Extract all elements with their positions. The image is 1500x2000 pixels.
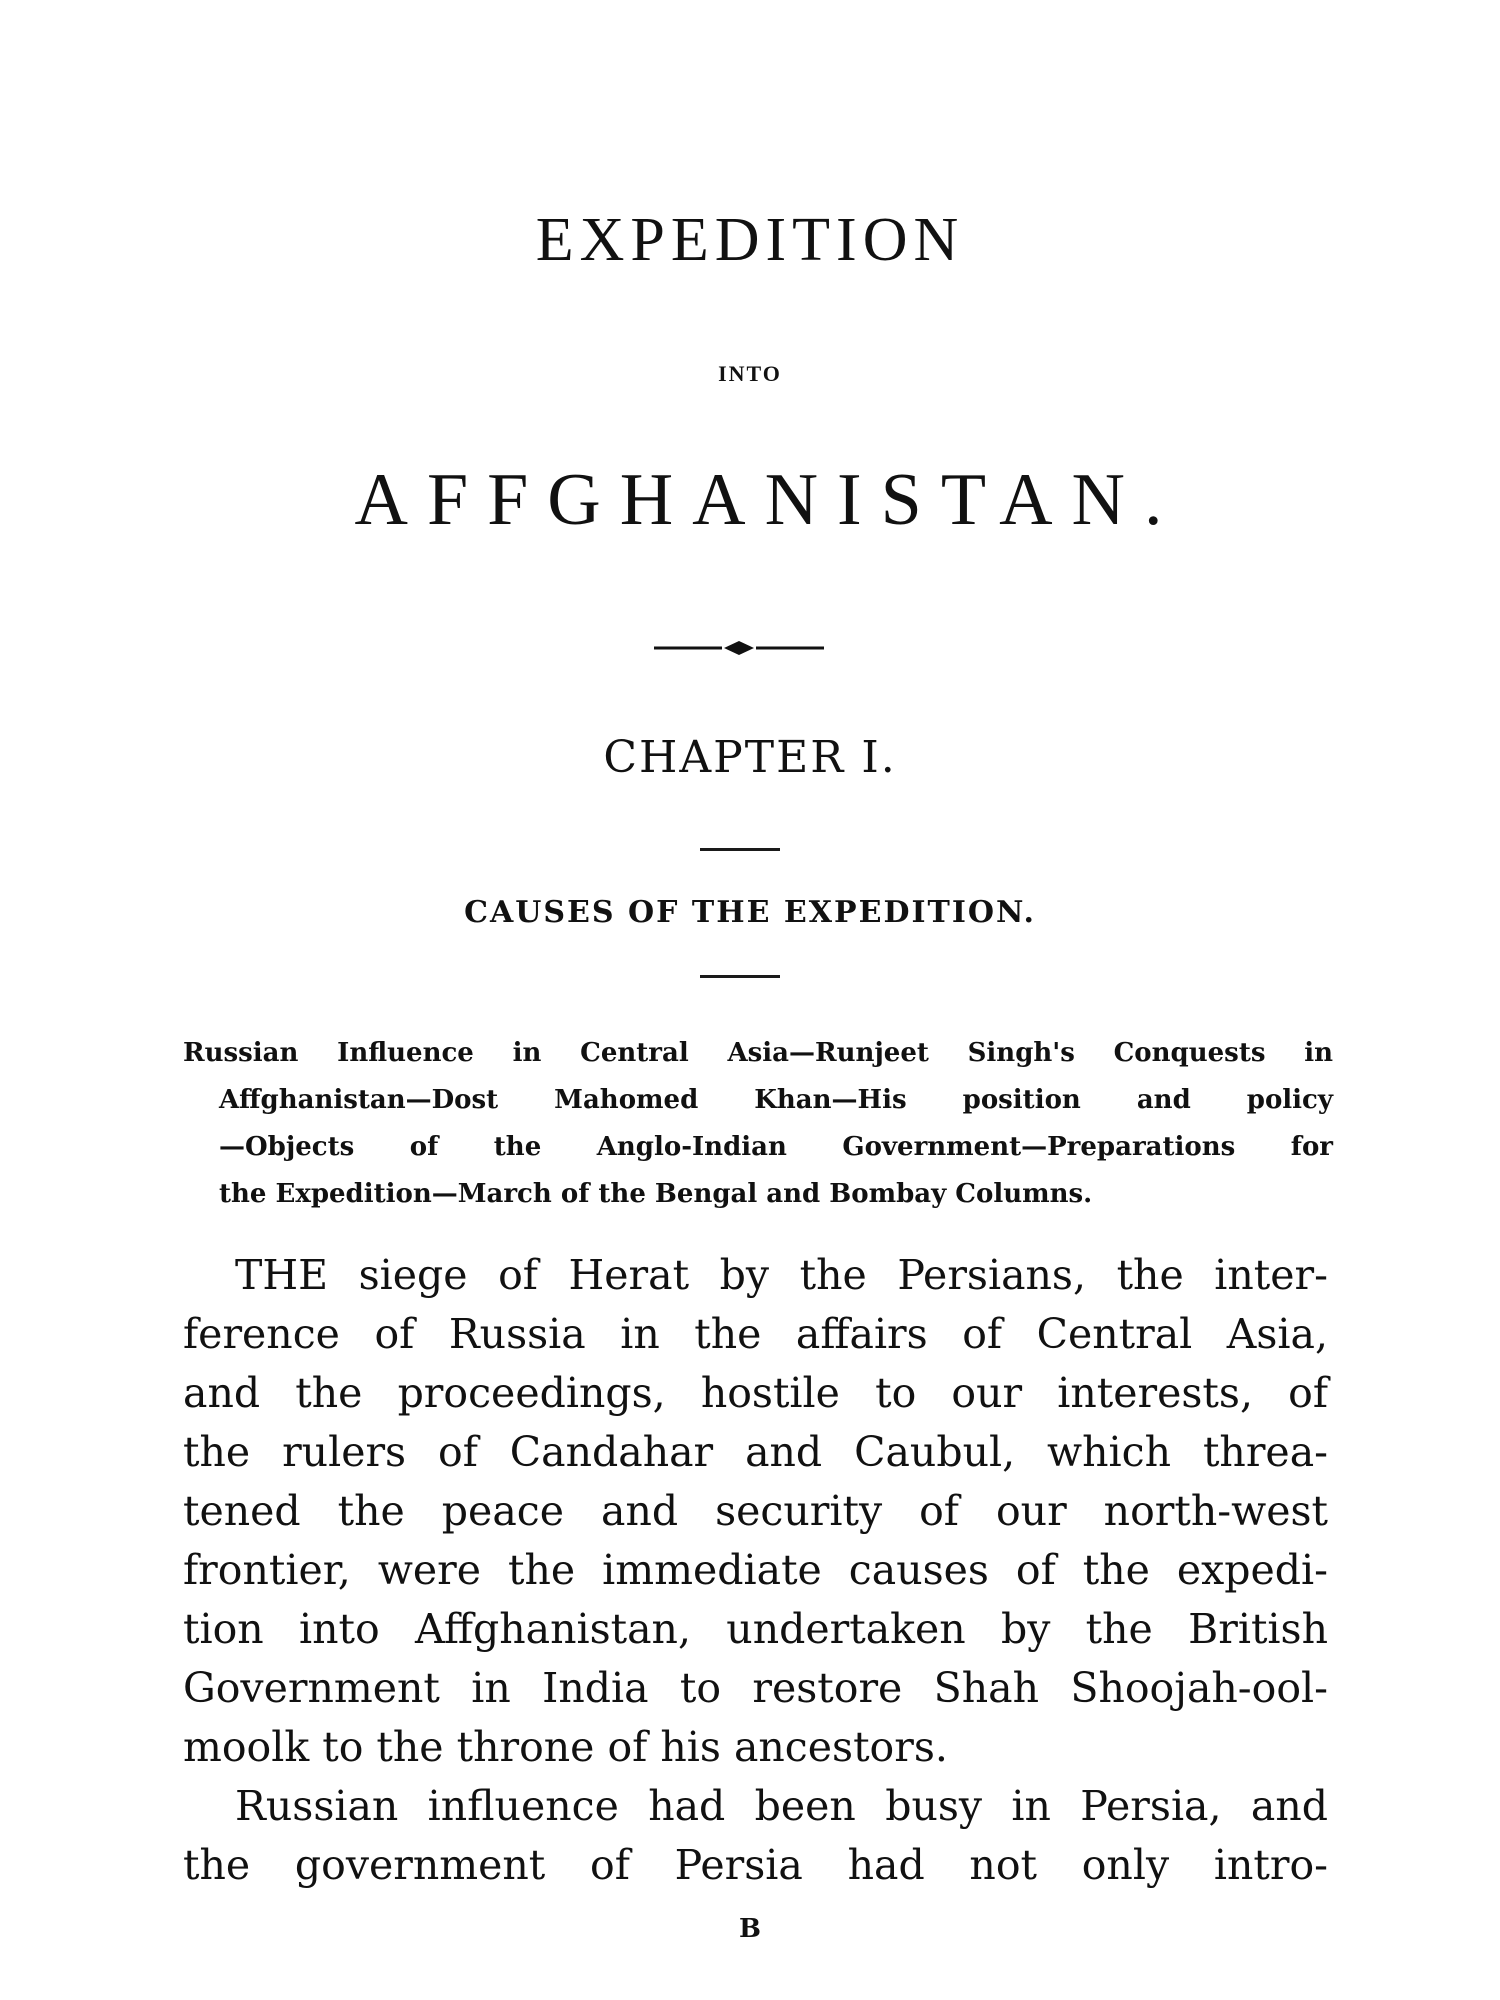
body-line: tened the peace and security of our north-west	[183, 1487, 1328, 1535]
title-affghanistan: AFFGHANISTAN.	[354, 459, 1182, 541]
body-line: tion into Affghanistan, undertaken by the British	[183, 1605, 1328, 1653]
synopsis-line: Russian Influence in Central Asia—Runjeet Singh's Conquests in	[183, 1038, 1333, 1068]
synopsis-line: the Expedition—March of the Bengal and Bombay Columns.	[219, 1179, 1093, 1209]
body-line: the government of Persia had not only intro-	[183, 1841, 1328, 1889]
body-line: frontier, were the immediate causes of the expedi-	[183, 1546, 1328, 1594]
title-expedition: EXPEDITION	[535, 206, 965, 274]
synopsis-line: Affghanistan—Dost Mahomed Khan—His position and policy	[219, 1085, 1333, 1115]
body-line: Russian influence had been busy in Persia, and	[235, 1782, 1328, 1830]
chapter-heading: CAUSES OF THE EXPEDITION.	[464, 895, 1036, 930]
body-line: and the proceedings, hostile to our interests, of	[183, 1369, 1328, 1417]
chapter-synopsis	[183, 1030, 1333, 1218]
short-rule-lower	[700, 975, 780, 978]
title-into: INTO	[718, 361, 782, 386]
body-line: ference of Russia in the affairs of Central Asia,	[183, 1310, 1328, 1358]
body-line: moolk to the throne of his ancestors.	[183, 1723, 948, 1771]
short-rule-upper	[700, 848, 780, 851]
ornament-divider-icon	[654, 636, 824, 660]
body-text	[183, 1246, 1328, 1895]
body-line: Government in India to restore Shah Shoojah-ool-	[183, 1664, 1328, 1712]
signature-mark: B	[739, 1914, 761, 1944]
chapter-number: CHAPTER I.	[603, 732, 897, 783]
body-line: THE siege of Herat by the Persians, the inter-	[235, 1251, 1328, 1299]
body-line: the rulers of Candahar and Caubul, which threa-	[183, 1428, 1328, 1476]
synopsis-line: —Objects of the Anglo-Indian Government—Preparations for	[219, 1132, 1333, 1162]
